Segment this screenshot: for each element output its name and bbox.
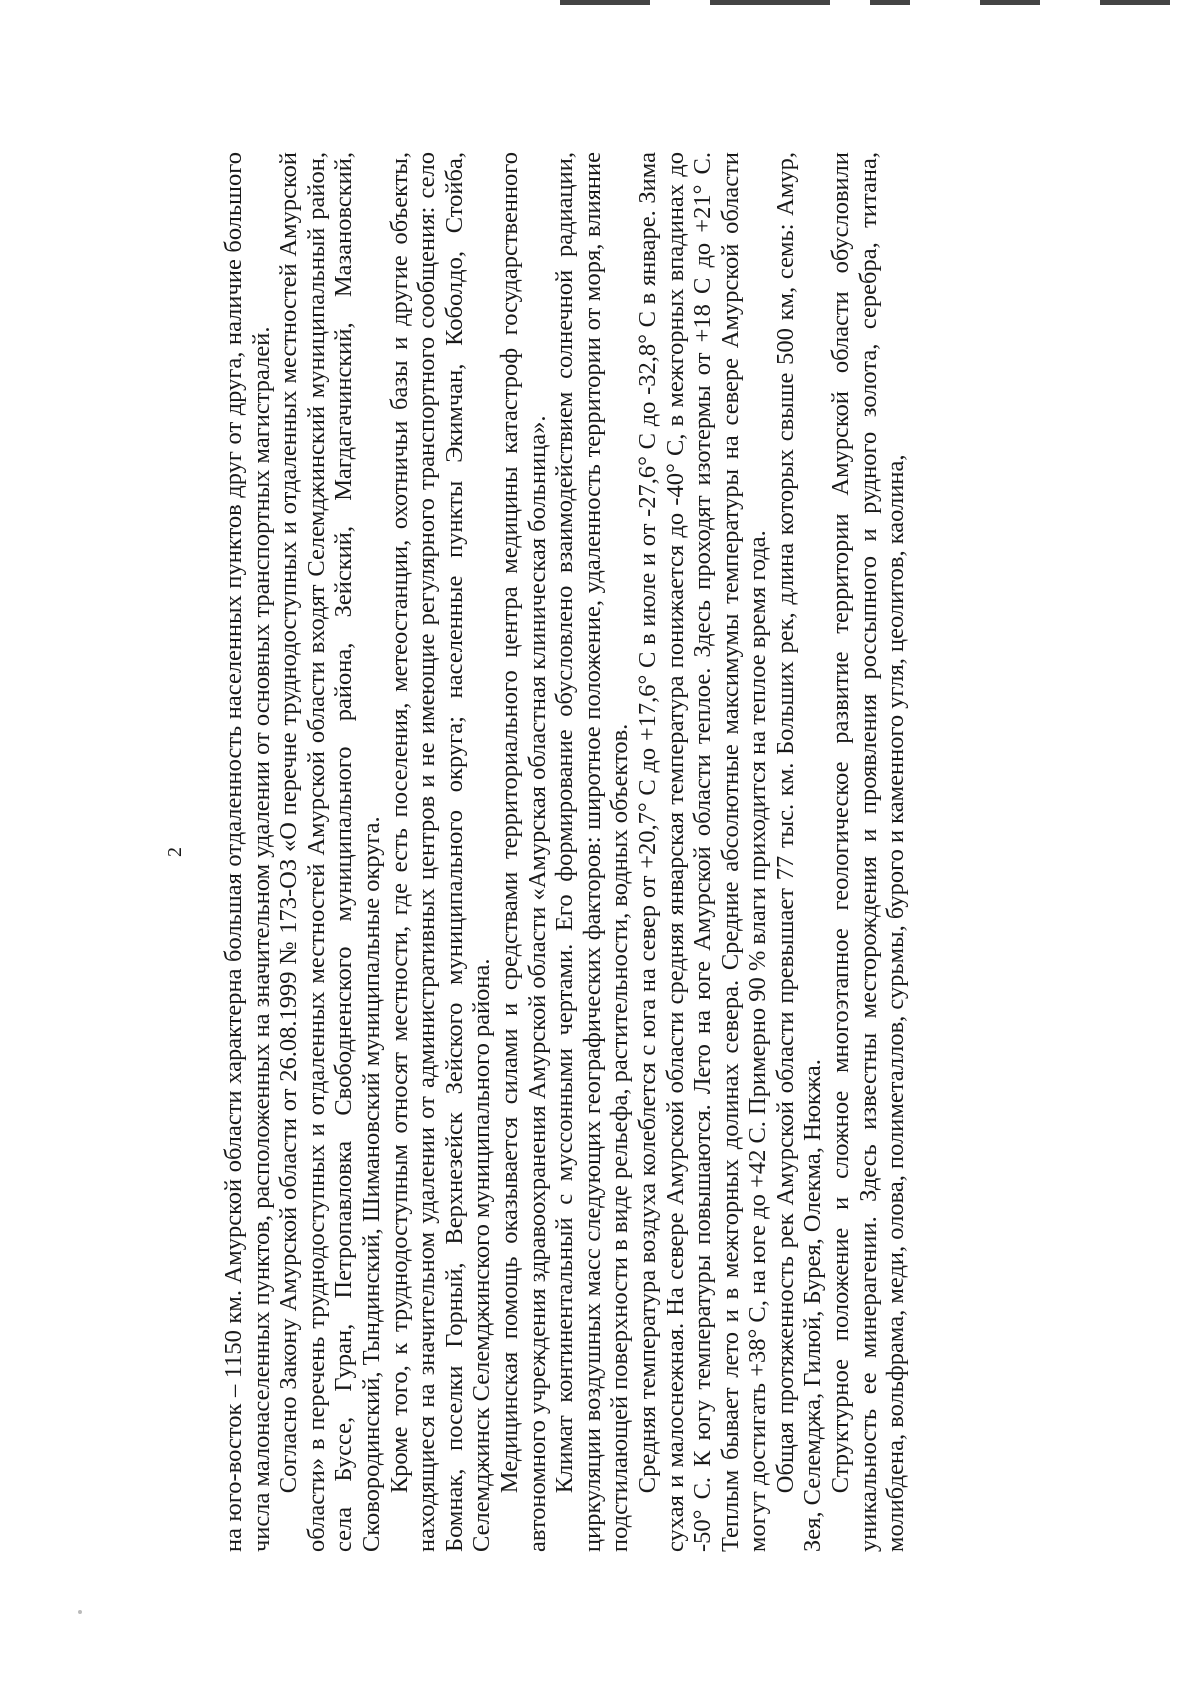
paragraph-4: Медицинская помощь оказывается силами и средствами территориального центра медицины катастроф государственного автономного учреждения здравоохранения Амурской области «Амурская областная клиническая больница».	[495, 152, 551, 1552]
paragraph-7: Общая протяженность рек Амурской области превышает 77 тыс. км. Больших рек, длина которых свыше 500 км, семь: Амур, Зея, Селемджа, Гилюй, Бурея, Олекма, Нюкжа.	[771, 152, 827, 1552]
paragraph-3: Кроме того, к труднодоступным относят местности, где есть поселения, метеостанции, охотничьи базы и другие объекты, находящиеся на значительном удалении от административных центров и не имеющие регулярного транспортного сообщения: село Бомнак, поселки Горный, Верхнезейск Зейского муниципального округа; населенные пункты Экимчан, Коболдо, Стойба, Селемджинск Селемджинского муниципального района.	[385, 152, 496, 1552]
scanner-marks	[560, 0, 1200, 6]
paragraph-6: Средняя температура воздуха колеблется с юга на север от +20,7° С до +17,6° С в июле и от -27,6° С до -32,8° С в январе. Зима сухая и малоснежная. На севере Амурской области средняя январская температура понижается до -40° С, в межгорных впадинах до -50° С. К югу температуры повышаются. Лето на юге Амурской области теплое. Здесь проходят изотермы от +18 С до +21° С. Теплым бывает лето и в межгорных долинах севера. Средние абсолютные максимумы температуры на севере Амурской области могут достигать +38° С, на юге до +42 С. Примерно 90 % влаги приходится на теплое время года.	[633, 152, 772, 1552]
scan-speck	[78, 1610, 82, 1614]
paragraph-1: на юго-восток – 1150 км. Амурской области характерна большая отдаленность населенных пунктов друг от друга, наличие большого числа малонаселенных пунктов, расположенных на значительном удалении от основных транспортных магистралей.	[220, 152, 275, 1552]
page-number: 2	[164, 847, 186, 857]
paragraph-2: Согласно Закону Амурской области от 26.08.1999 № 173-ОЗ «О перечне труднодоступных и отдаленных местностей Амурской области» в перечень труднодоступных и отдаленных местностей Амурской области входят Селемджинский муниципальный район, села Буссе, Гуран, Петропавловка Свободненского муниципального района, Зейский, Магдагачинский, Мазановский, Сковородинский, Тындинский, Шимановский муниципальные округа.	[275, 152, 385, 1552]
paragraph-5: Климат континентальный с муссонными чертами. Его формирование обусловлено взаимодействием солнечной радиации, циркуляции воздушных масс следующих географических факторов: широтное положение, удаленность территории от моря, влияние подстилающей поверхности в виде рельефа, растительности, водных объектов.	[551, 152, 634, 1552]
paragraph-8: Структурное положение и сложное многоэтапное геологическое развитие территории Амурской области обусловили уникальность ее минерагении. Здесь известны месторождения и проявления россыпного и рудного золота, серебра, титана, молибдена, вольфрама, меди, олова, полиметаллов, сурьмы, бурого и каменного угля, цеолитов, каолина,	[827, 152, 910, 1552]
document-body	[220, 152, 910, 1552]
rotated-page	[140, 92, 1060, 1612]
